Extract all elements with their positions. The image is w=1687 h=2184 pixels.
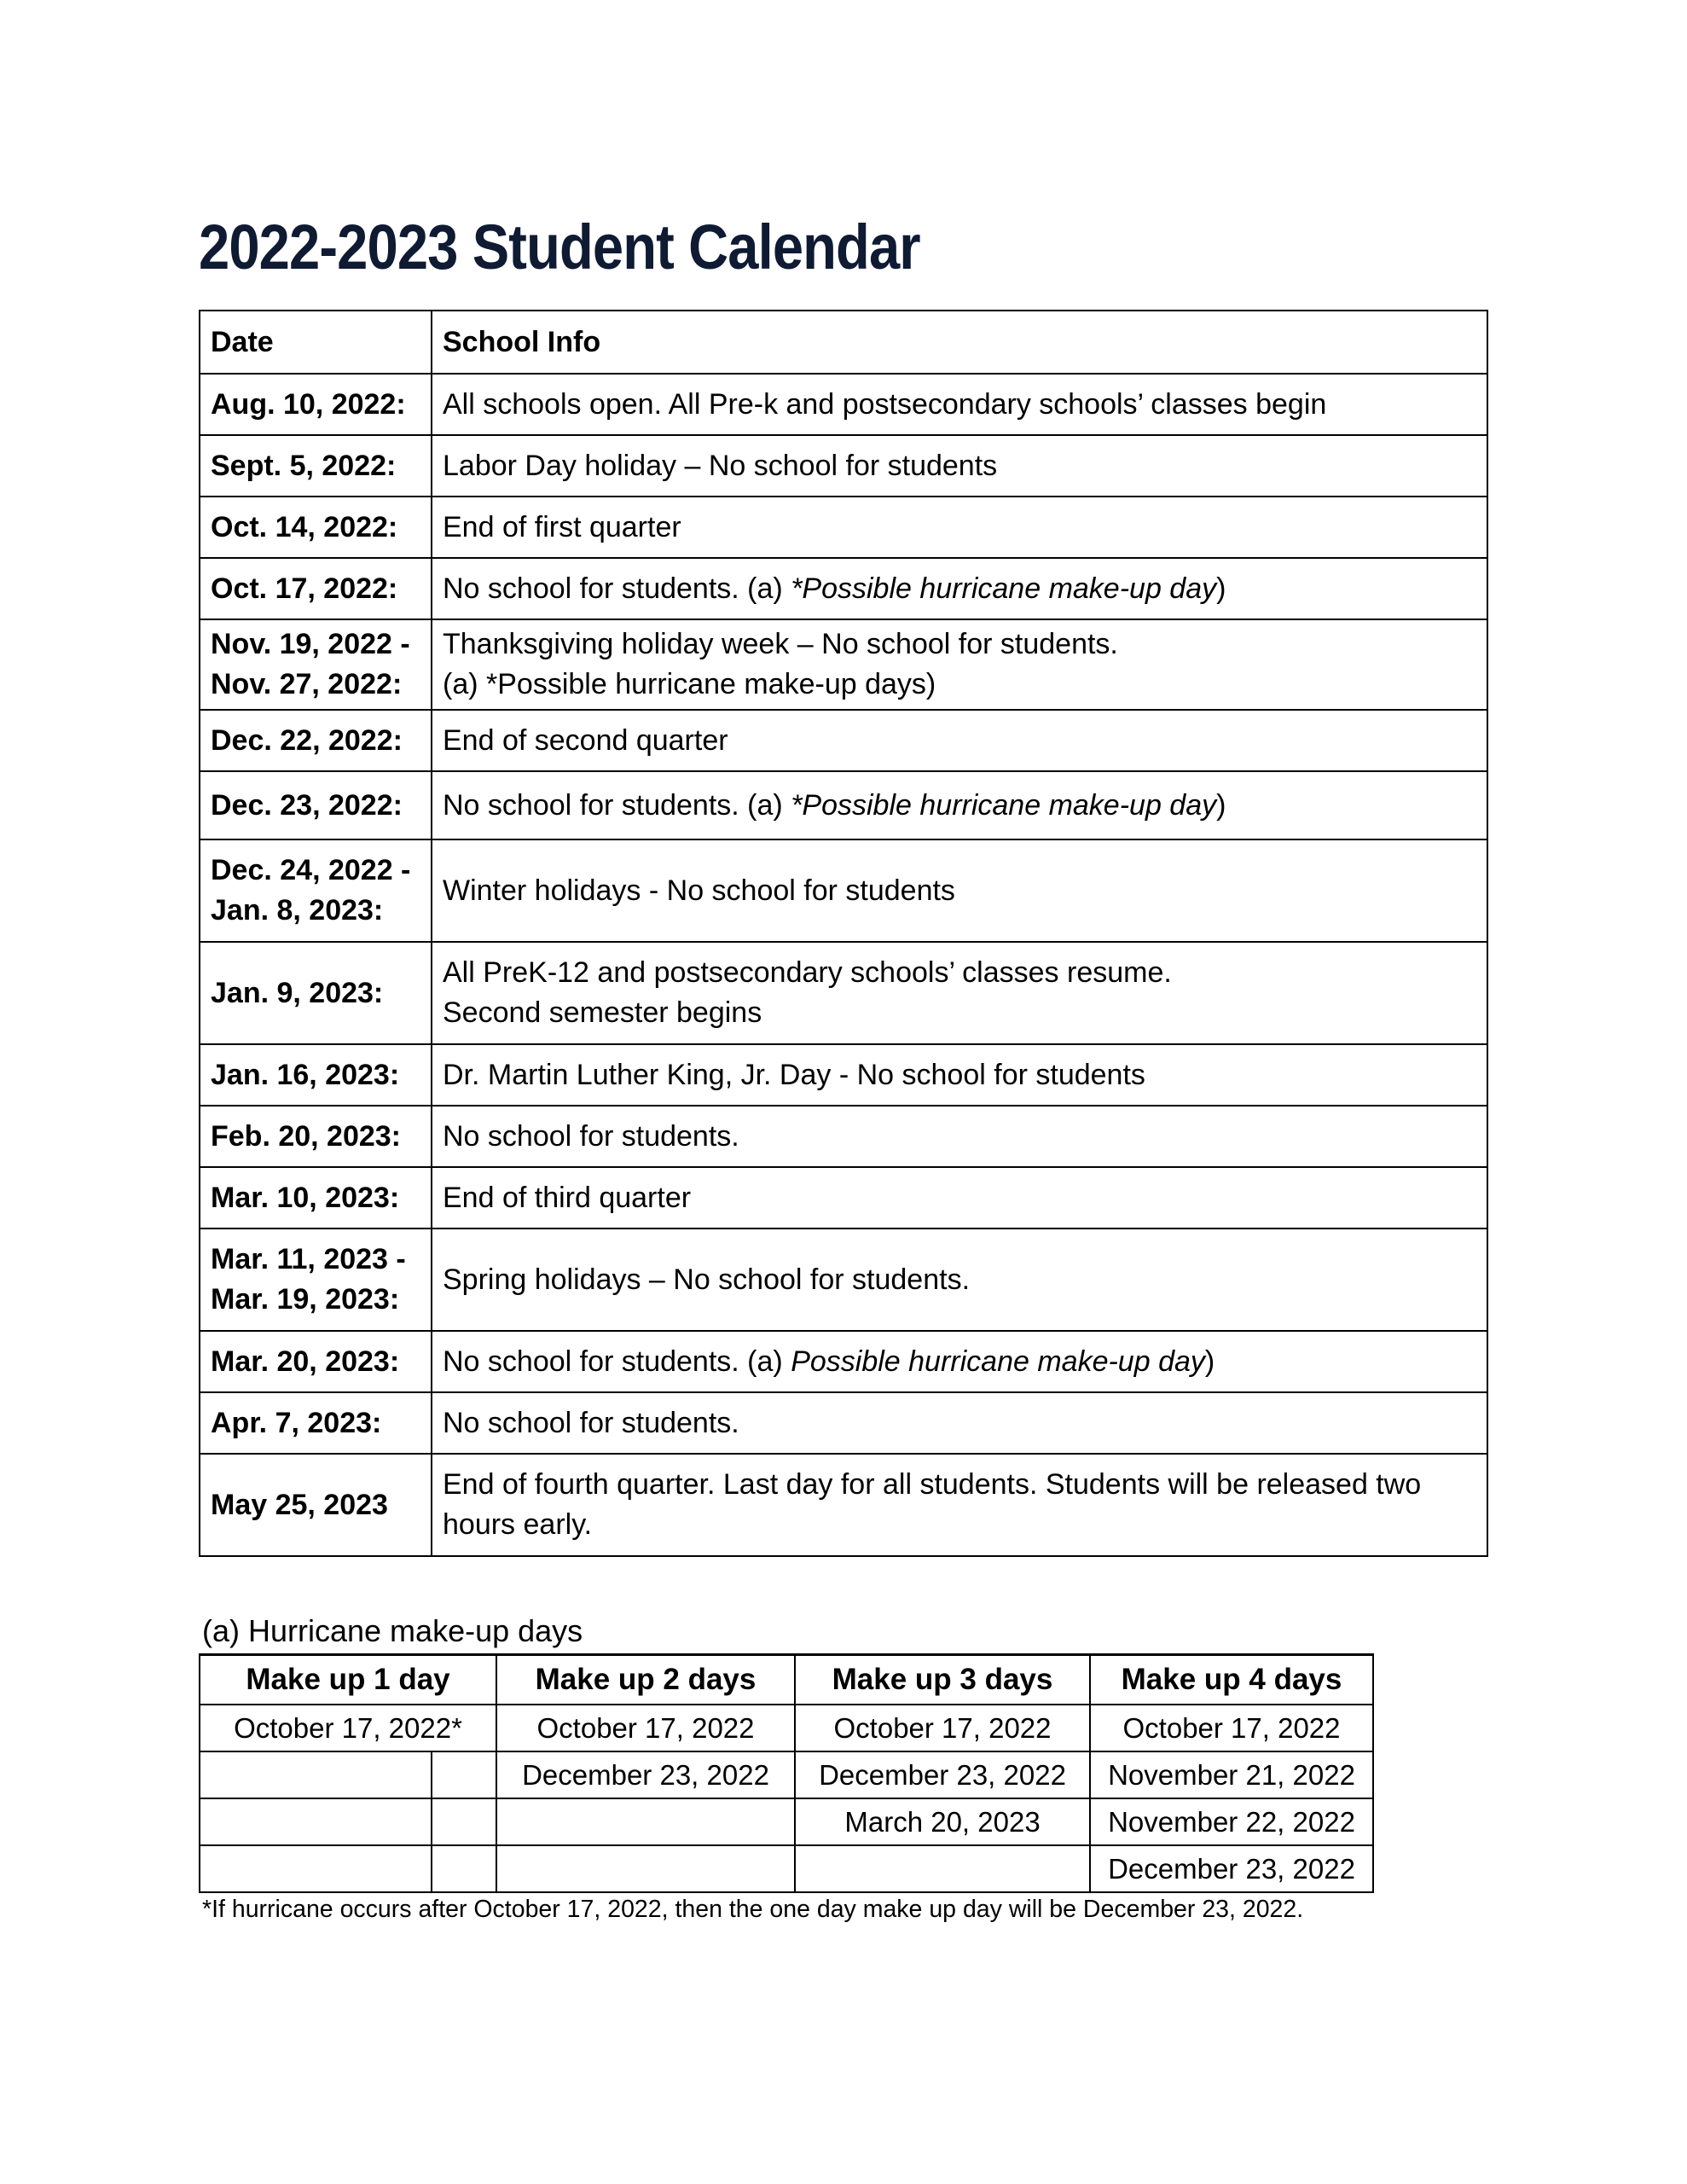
calendar-info-cell [432, 558, 1487, 619]
calendar-row [200, 374, 1487, 435]
makeup-row [200, 1845, 1373, 1892]
calendar-row [200, 558, 1487, 619]
info-text: ) [1204, 1345, 1215, 1378]
info-text: ) [1216, 572, 1226, 605]
info-italic-text: *Possible hurricane make-up day [791, 572, 1217, 605]
calendar-date-cell [200, 771, 432, 839]
calendar-row [200, 1228, 1487, 1331]
date-text: Feb. 20, 2023: [211, 1119, 402, 1153]
calendar-info-cell [432, 1392, 1487, 1454]
makeup-column-header: Make up 2 days [496, 1655, 795, 1705]
info-text: Spring holidays – No school for students. [443, 1263, 971, 1296]
calendar-info-cell [432, 710, 1487, 771]
makeup-cell: October 17, 2022 [496, 1705, 795, 1751]
info-text: No school for students. [443, 1119, 739, 1153]
calendar-info-cell [432, 942, 1487, 1044]
makeup-cell [496, 1798, 795, 1845]
date-text: Nov. 19, 2022 - [211, 628, 410, 660]
calendar-row [200, 435, 1487, 497]
calendar-date-cell [200, 374, 432, 435]
makeup-row [200, 1798, 1373, 1845]
info-text: No school for students. [443, 1406, 739, 1439]
info-text: Thanksgiving holiday week – No school for students. [443, 628, 1118, 660]
date-column-header: Date [200, 311, 432, 374]
date-text: Mar. 19, 2023: [211, 1283, 400, 1316]
info-text: End of first quarter [443, 510, 681, 543]
calendar-info-cell [432, 497, 1487, 558]
calendar-info-cell [432, 374, 1487, 435]
makeup-cell [432, 1751, 496, 1798]
info-text: End of third quarter [443, 1181, 692, 1214]
calendar-date-cell [200, 1392, 432, 1454]
page-title: 2022-2023 Student Calendar [199, 212, 920, 282]
makeup-cell: March 20, 2023 [795, 1798, 1090, 1845]
date-text: Dec. 22, 2022: [211, 723, 403, 757]
calendar-header-row [200, 311, 1487, 374]
date-text: Oct. 17, 2022: [211, 572, 398, 605]
makeup-column-header: Make up 1 day [200, 1655, 496, 1705]
calendar-info-cell [432, 771, 1487, 839]
date-text: Jan. 8, 2023: [211, 894, 384, 926]
makeup-row [200, 1751, 1373, 1798]
makeup-cell: December 23, 2022 [795, 1751, 1090, 1798]
makeup-header-row [200, 1655, 1373, 1705]
calendar-row [200, 497, 1487, 558]
date-text: Aug. 10, 2022: [211, 387, 406, 421]
calendar-info-cell [432, 1044, 1487, 1106]
calendar-date-cell [200, 1228, 432, 1331]
info-text: No school for students. (a) [443, 1345, 791, 1378]
makeup-cell: October 17, 2022 [1090, 1705, 1373, 1751]
calendar-row [200, 1167, 1487, 1228]
calendar-date-cell [200, 1454, 432, 1556]
info-italic-text: Possible hurricane make-up day [791, 1345, 1205, 1378]
calendar-row [200, 1392, 1487, 1454]
makeup-cell [432, 1798, 496, 1845]
makeup-cell [496, 1845, 795, 1892]
makeup-cell [795, 1845, 1090, 1892]
date-text: Jan. 16, 2023: [211, 1058, 400, 1091]
makeup-row [200, 1705, 1373, 1751]
info-text: Labor Day holiday – No school for students [443, 449, 998, 482]
calendar-row [200, 771, 1487, 839]
info-text: End of second quarter [443, 723, 728, 757]
makeup-cell: December 23, 2022 [1090, 1845, 1373, 1892]
info-text: No school for students. (a) [443, 788, 791, 822]
date-text: Nov. 27, 2022: [211, 668, 403, 700]
info-text: Dr. Martin Luther King, Jr. Day - No school for students [443, 1058, 1145, 1091]
date-text: Mar. 10, 2023: [211, 1181, 400, 1214]
info-text: End of fourth quarter. Last day for all students. Students will be released two hours early. [443, 1468, 1422, 1541]
calendar-row [200, 1106, 1487, 1167]
date-text: Mar. 11, 2023 - [211, 1243, 406, 1275]
info-column-header: School Info [432, 311, 1487, 374]
calendar-row [200, 942, 1487, 1044]
calendar-date-cell [200, 1331, 432, 1392]
calendar-info-cell [432, 1454, 1487, 1556]
calendar-info-cell [432, 1228, 1487, 1331]
calendar-row [200, 1454, 1487, 1556]
calendar-info-cell [432, 839, 1487, 942]
calendar-date-cell [200, 619, 432, 710]
date-text: Mar. 20, 2023: [211, 1345, 400, 1378]
info-text: All schools open. All Pre-k and postsecondary schools’ classes begin [443, 387, 1327, 421]
calendar-row [200, 1331, 1487, 1392]
date-text: Dec. 24, 2022 - [211, 854, 411, 886]
date-text: Oct. 14, 2022: [211, 510, 398, 543]
makeup-cell: October 17, 2022 [795, 1705, 1090, 1751]
calendar-row [200, 839, 1487, 942]
calendar-date-cell [200, 1044, 432, 1106]
calendar-date-cell [200, 1106, 432, 1167]
makeup-cell [200, 1845, 432, 1892]
footnote: *If hurricane occurs after October 17, 2022, then the one day make up day will be December 23, 2022. [202, 1896, 1304, 1923]
info-text: No school for students. (a) [443, 572, 791, 605]
date-text: Apr. 7, 2023: [211, 1406, 382, 1439]
calendar-date-cell [200, 1167, 432, 1228]
calendar-date-cell [200, 710, 432, 771]
calendar-info-cell [432, 1167, 1487, 1228]
info-text: (a) *Possible hurricane make-up days) [443, 668, 936, 700]
calendar-table [199, 310, 1488, 1557]
date-text: May 25, 2023 [211, 1488, 388, 1521]
calendar-date-cell [200, 435, 432, 497]
calendar-row [200, 710, 1487, 771]
calendar-info-cell [432, 1106, 1487, 1167]
date-text: Jan. 9, 2023: [211, 976, 384, 1009]
makeup-column-header: Make up 3 days [795, 1655, 1090, 1705]
makeup-column-header: Make up 4 days [1090, 1655, 1373, 1705]
makeup-cell: November 22, 2022 [1090, 1798, 1373, 1845]
calendar-date-cell [200, 942, 432, 1044]
calendar-row [200, 619, 1487, 710]
makeup-cell: December 23, 2022 [496, 1751, 795, 1798]
info-text: Winter holidays - No school for students [443, 874, 955, 907]
calendar-info-cell [432, 619, 1487, 710]
info-text: ) [1216, 788, 1226, 822]
hurricane-makeup-table [199, 1653, 1374, 1893]
date-text: Dec. 23, 2022: [211, 788, 403, 822]
makeup-cell [200, 1751, 432, 1798]
info-italic-text: *Possible hurricane make-up day [791, 788, 1217, 822]
hurricane-caption: (a) Hurricane make-up days [202, 1613, 583, 1648]
calendar-date-cell [200, 497, 432, 558]
calendar-info-cell [432, 435, 1487, 497]
calendar-date-cell [200, 839, 432, 942]
date-text: Sept. 5, 2022: [211, 449, 397, 482]
calendar-info-cell [432, 1331, 1487, 1392]
makeup-cell [432, 1845, 496, 1892]
makeup-cell [200, 1798, 432, 1845]
calendar-date-cell [200, 558, 432, 619]
makeup-cell: November 21, 2022 [1090, 1751, 1373, 1798]
calendar-row [200, 1044, 1487, 1106]
makeup-cell: October 17, 2022* [200, 1705, 496, 1751]
info-text: All PreK-12 and postsecondary schools’ classes resume. [443, 956, 1172, 989]
info-text: Second semester begins [443, 996, 762, 1029]
